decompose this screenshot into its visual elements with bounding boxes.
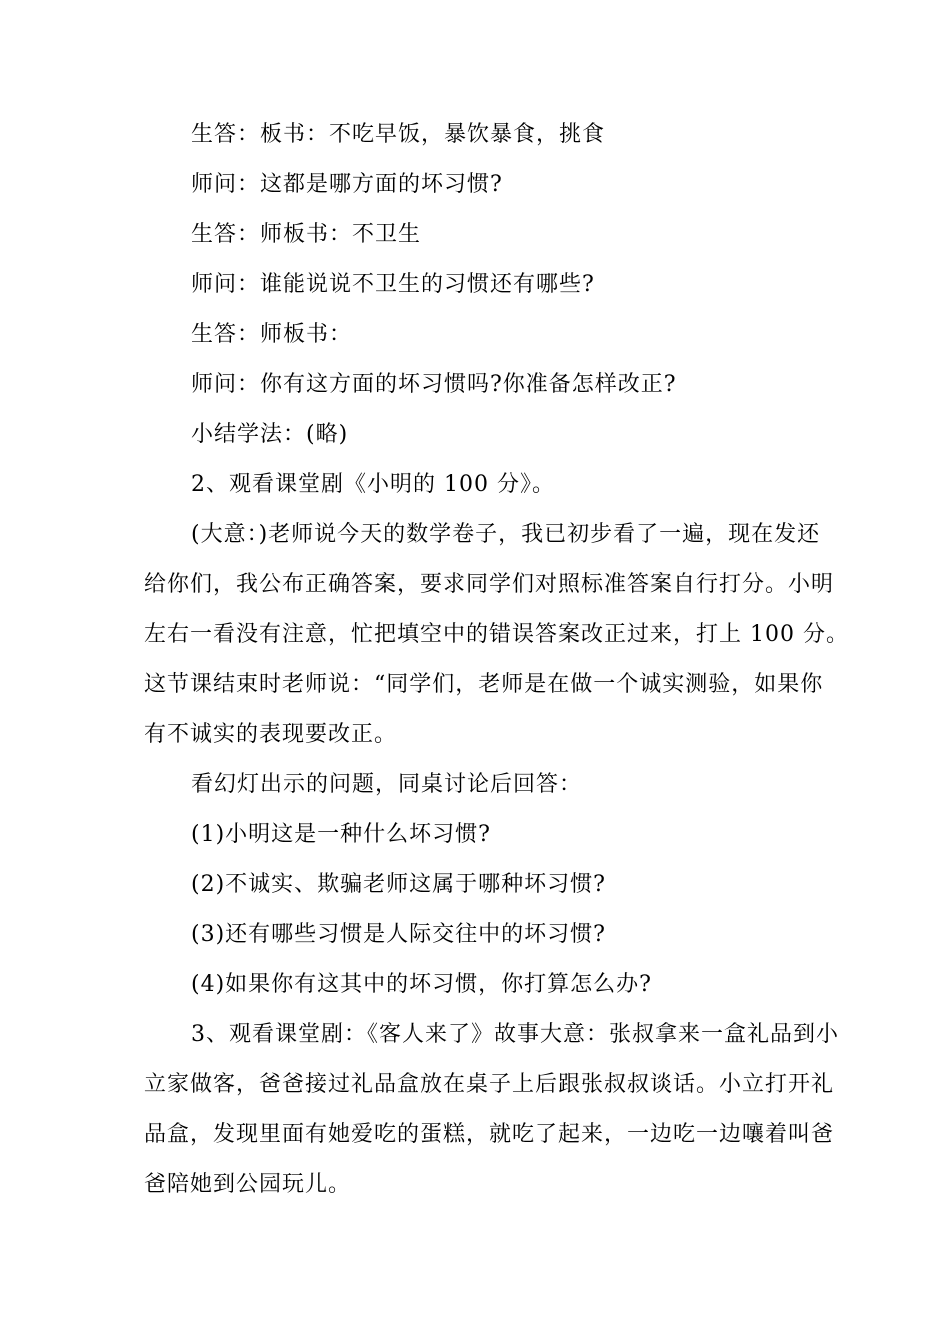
question-item: (1)小明这是一种什么坏习惯?: [191, 822, 491, 847]
instruction-line: 看幻灯出示的问题，同桌讨论后回答：: [191, 772, 583, 797]
paragraph-line: 立家做客，爸爸接过礼品盒放在桌子上后跟张叔叔谈话。小立打开礼: [144, 1072, 835, 1097]
paragraph-line: 品盒，发现里面有她爱吃的蛋糕，就吃了起来，一边吃一边嚷着叫爸: [144, 1122, 835, 1147]
paragraph-line: 爸陪她到公园玩儿。: [144, 1172, 352, 1197]
paragraph-line: (大意：)老师说今天的数学卷子，我已初步看了一遍，现在发还: [191, 522, 821, 547]
question-item: (4)如果你有这其中的坏习惯，你打算怎么办?: [191, 972, 652, 997]
paragraph-line: 有不诚实的表现要改正。: [144, 722, 398, 747]
summary-line: 小结学法：(略): [191, 422, 349, 447]
paragraph-line: 这节课结束时老师说：“同学们，老师是在做一个诚实测验，如果你: [144, 672, 824, 697]
section-paragraph-line: 3、观看课堂剧：《客人来了》故事大意：张叔拿来一盒礼品到小: [191, 1022, 839, 1047]
question-item: (3)还有哪些习惯是人际交往中的坏习惯?: [191, 922, 606, 947]
dialogue-line: 师问：谁能说说不卫生的习惯还有哪些?: [191, 272, 595, 297]
dialogue-line: 生答：板书：不吃早饭，暴饮暴食，挑食: [191, 122, 606, 147]
dialogue-line: 生答：师板书：: [191, 322, 353, 347]
section-heading: 2、观看课堂剧《小明的 100 分》。: [191, 472, 555, 497]
paragraph-line: 给你们，我公布正确答案，要求同学们对照标准答案自行打分。小明: [144, 572, 835, 597]
paragraph-line: 左右一看没有注意，忙把填空中的错误答案改正过来，打上 100 分。: [144, 622, 849, 647]
question-item: (2)不诚实、欺骗老师这属于哪种坏习惯?: [191, 872, 606, 897]
dialogue-line: 生答：师板书：不卫生: [191, 222, 422, 247]
dialogue-line: 师问：你有这方面的坏习惯吗?你准备怎样改正?: [191, 372, 677, 397]
dialogue-line: 师问：这都是哪方面的坏习惯?: [191, 172, 503, 197]
